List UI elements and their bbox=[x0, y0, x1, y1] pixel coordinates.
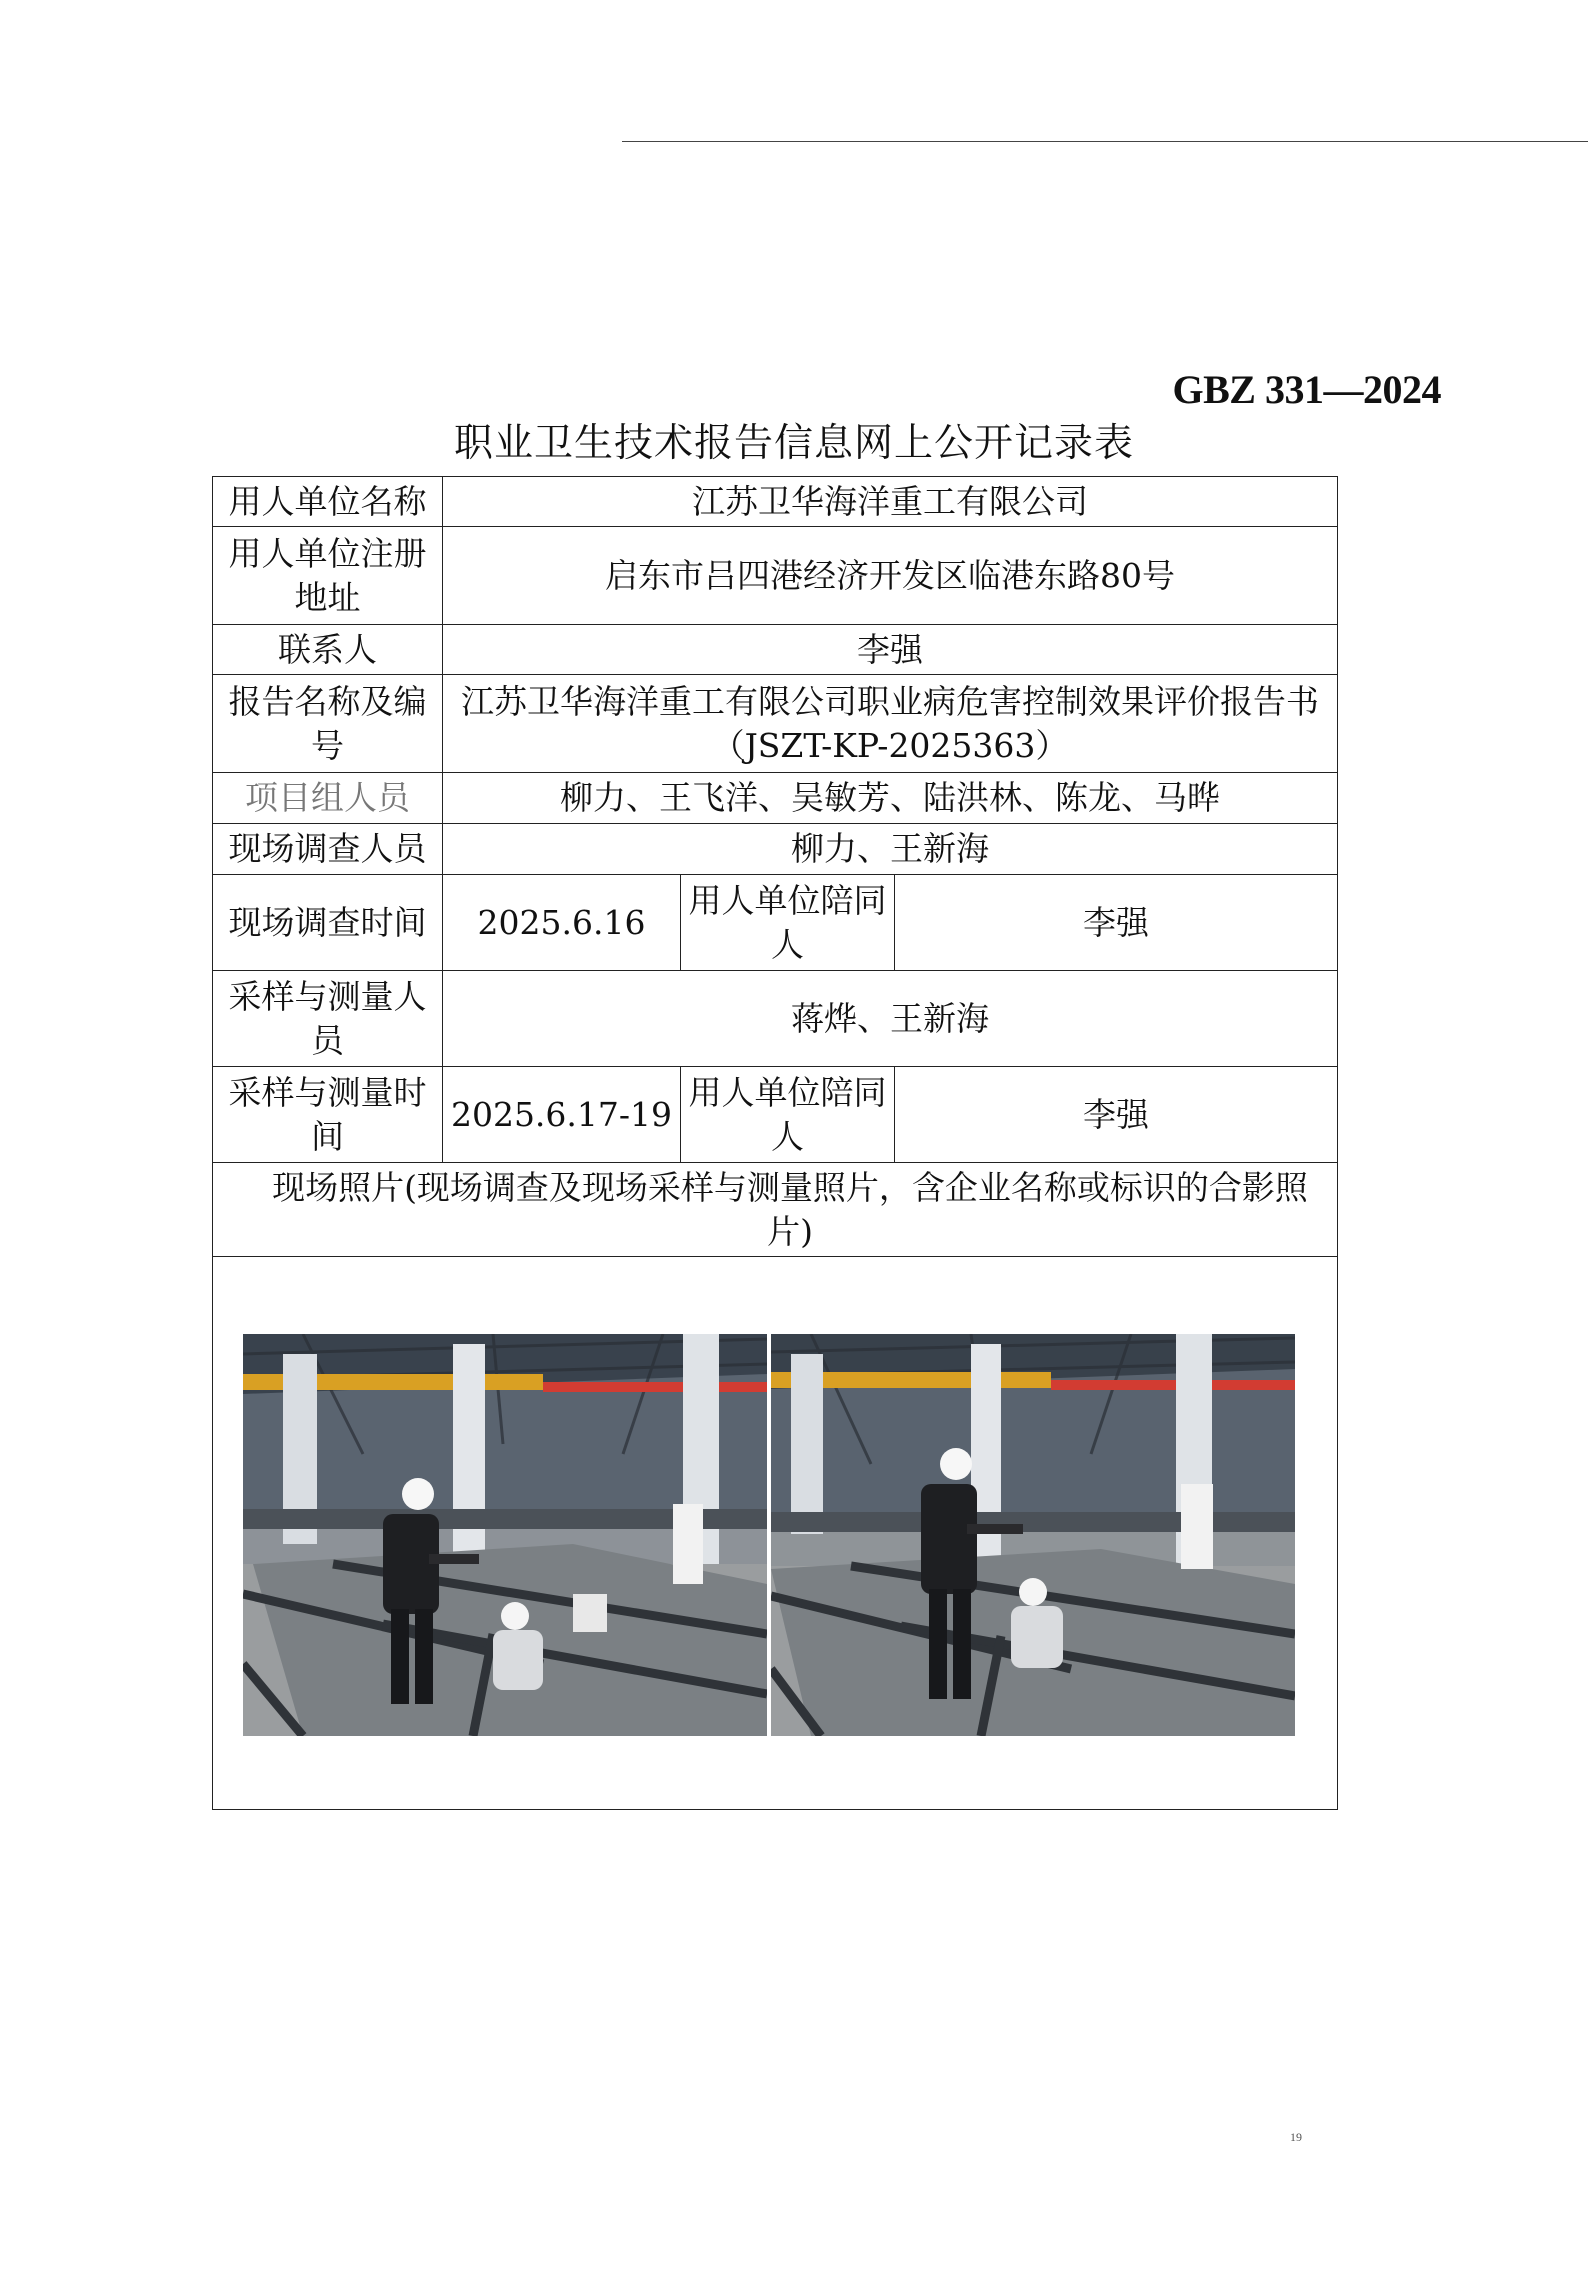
row-photos bbox=[213, 1257, 1338, 1810]
record-table bbox=[212, 476, 1338, 1810]
sampling-escort-label: 用人单位陪同人 bbox=[681, 1067, 895, 1163]
project-team-value: 柳力、王飞洋、吴敏芳、陆洪林、陈龙、马晔 bbox=[443, 773, 1338, 824]
document-title: 职业卫生技术报告信息网上公开记录表 bbox=[453, 421, 1134, 466]
registered-address-label: 用人单位注册地址 bbox=[213, 527, 443, 625]
photos-heading: 现场照片(现场调查及现场采样与测量照片，含企业名称或标识的合影照片) bbox=[213, 1163, 1338, 1257]
report-name-label: 报告名称及编号 bbox=[213, 675, 443, 773]
row-registered-address bbox=[213, 527, 1338, 625]
row-survey-time bbox=[213, 875, 1338, 971]
sampling-time-value: 2025.6.17-19 bbox=[443, 1067, 681, 1163]
contact-value: 李强 bbox=[443, 625, 1338, 675]
employer-name-value: 江苏卫华海洋重工有限公司 bbox=[443, 477, 1338, 527]
row-employer-name bbox=[213, 477, 1338, 527]
project-team-label: 项目组人员 bbox=[213, 773, 443, 824]
page-number: 19 bbox=[1290, 2130, 1302, 2144]
survey-staff-value: 柳力、王新海 bbox=[443, 824, 1338, 875]
standard-code: GBZ 331—2024 bbox=[1172, 367, 1441, 412]
survey-escort-value: 李强 bbox=[895, 875, 1338, 971]
registered-address-value: 启东市吕四港经济开发区临港东路80号 bbox=[443, 527, 1338, 625]
row-sampling-staff bbox=[213, 971, 1338, 1067]
survey-staff-label: 现场调查人员 bbox=[213, 824, 443, 875]
report-name-value: 江苏卫华海洋重工有限公司职业病危害控制效果评价报告书（JSZT-KP-2025363） bbox=[443, 675, 1338, 773]
workshop-photo-1 bbox=[243, 1334, 767, 1736]
survey-time-label: 现场调查时间 bbox=[213, 875, 443, 971]
sampling-staff-value: 蒋烨、王新海 bbox=[443, 971, 1338, 1067]
workshop-photo-2 bbox=[771, 1334, 1295, 1736]
sampling-time-label: 采样与测量时间 bbox=[213, 1067, 443, 1163]
row-contact bbox=[213, 625, 1338, 675]
row-report-name bbox=[213, 675, 1338, 773]
row-project-team bbox=[213, 773, 1338, 824]
photos-cell bbox=[213, 1257, 1338, 1810]
contact-label: 联系人 bbox=[213, 625, 443, 675]
survey-escort-label: 用人单位陪同人 bbox=[681, 875, 895, 971]
sampling-escort-value: 李强 bbox=[895, 1067, 1338, 1163]
row-photos-heading bbox=[213, 1163, 1338, 1257]
header-rule bbox=[622, 141, 1588, 142]
survey-time-value: 2025.6.16 bbox=[443, 875, 681, 971]
employer-name-label: 用人单位名称 bbox=[213, 477, 443, 527]
row-sampling-time bbox=[213, 1067, 1338, 1163]
row-survey-staff bbox=[213, 824, 1338, 875]
sampling-staff-label: 采样与测量人员 bbox=[213, 971, 443, 1067]
